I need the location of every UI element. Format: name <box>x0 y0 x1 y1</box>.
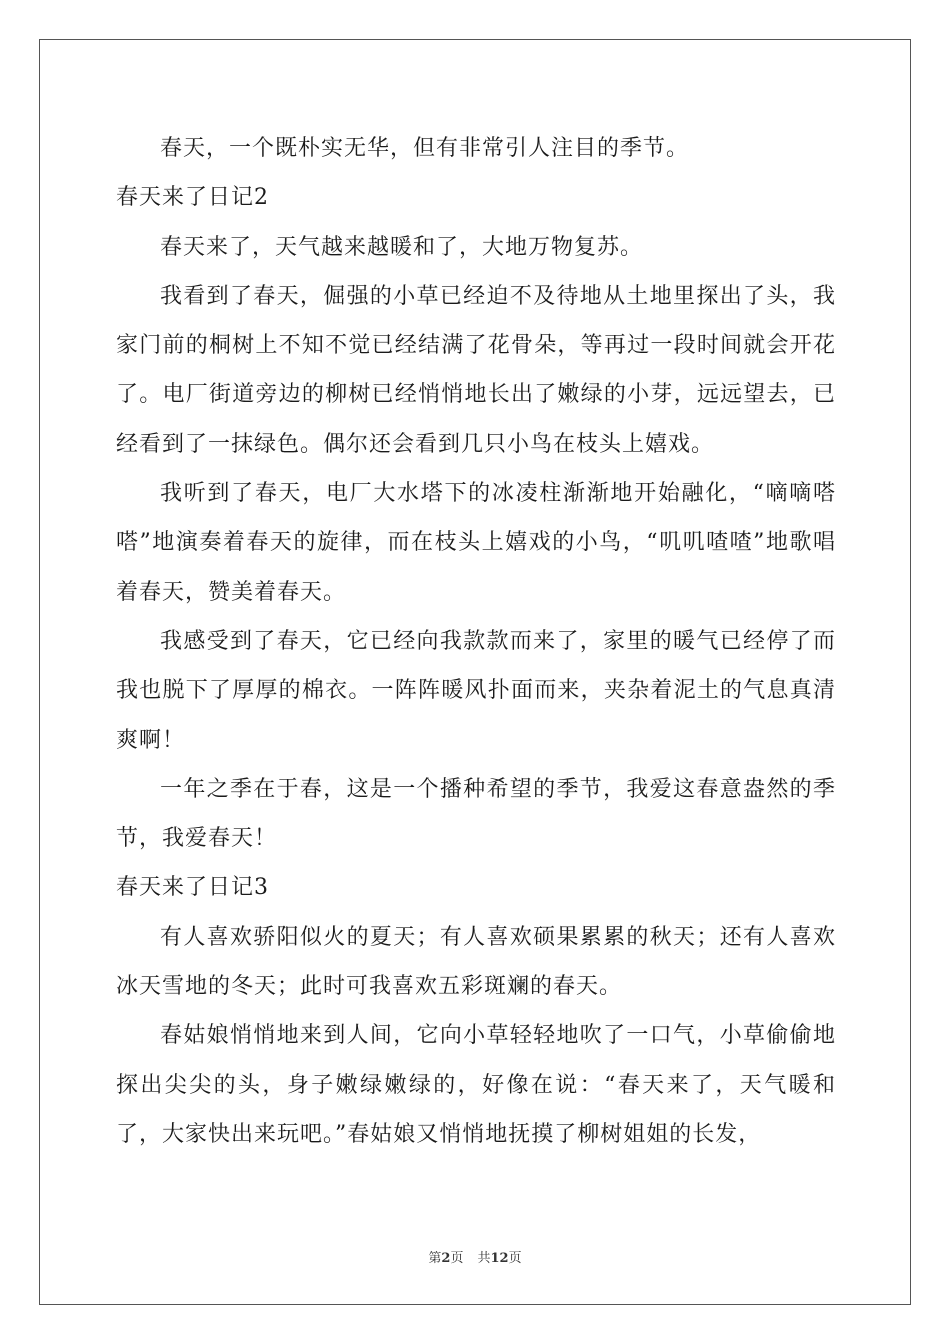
total-page-count: 12 <box>490 1251 509 1266</box>
paragraph: 一年之季在于春，这是一个播种希望的季节，我爱这春意盎然的季节，我爱春天！ <box>116 776 836 852</box>
total-unit: 页 <box>508 1251 522 1266</box>
document-body <box>116 124 836 1159</box>
page-prefix: 第 <box>428 1251 442 1266</box>
paragraph: 我感受到了春天，它已经向我款款而来了，家里的暖气已经停了而我也脱下了厚厚的棉衣。一阵阵暖风扑面而来，夹杂着泥土的气息真清爽啊！ <box>116 628 836 753</box>
paragraph: 春天，一个既朴实无华，但有非常引人注目的季节。 <box>160 136 690 161</box>
paragraph: 春天来了，天气越来越暖和了，大地万物复苏。 <box>160 234 644 260</box>
paragraph: 有人喜欢骄阳似火的夏天；有人喜欢硕果累累的秋天；还有人喜欢冰天雪地的冬天；此时可我喜欢五彩斑斓的春天。 <box>116 924 836 1000</box>
page-unit: 页 <box>450 1251 464 1266</box>
paragraph: 春姑娘悄悄地来到人间，它向小草轻轻地吹了一口气，小草偷偷地探出尖尖的头，身子嫩绿嫩绿的，好像在说：“春天来了，天气暖和了，大家快出来玩吧。”春姑娘又悄悄地抚摸了柳树姐姐的长发， <box>116 1023 836 1147</box>
total-prefix: 共 <box>477 1251 491 1266</box>
current-page-number: 2 <box>441 1251 451 1266</box>
paragraph: 我看到了春天，倔强的小草已经迫不及待地从土地里探出了头，我家门前的桐树上不知不觉已经结满了花骨朵，等再过一段时间就会开花了。电厂街道旁边的柳树已经悄悄地长出了嫩绿的小芽，远远望去，已经看到了一抹绿色。偶尔还会看到几只小鸟在枝头上嬉戏。 <box>116 283 836 457</box>
section-heading: 春天来了日记2 <box>116 185 269 211</box>
section-heading: 春天来了日记3 <box>116 875 269 901</box>
page-footer <box>0 1247 950 1266</box>
paragraph: 我听到了春天，电厂大水塔下的冰凌柱渐渐地开始融化，“嘀嘀嗒嗒”地演奏着春天的旋律，而在枝头上嬉戏的小鸟，“叽叽喳喳”地歌唱着春天，赞美着春天。 <box>116 481 836 605</box>
